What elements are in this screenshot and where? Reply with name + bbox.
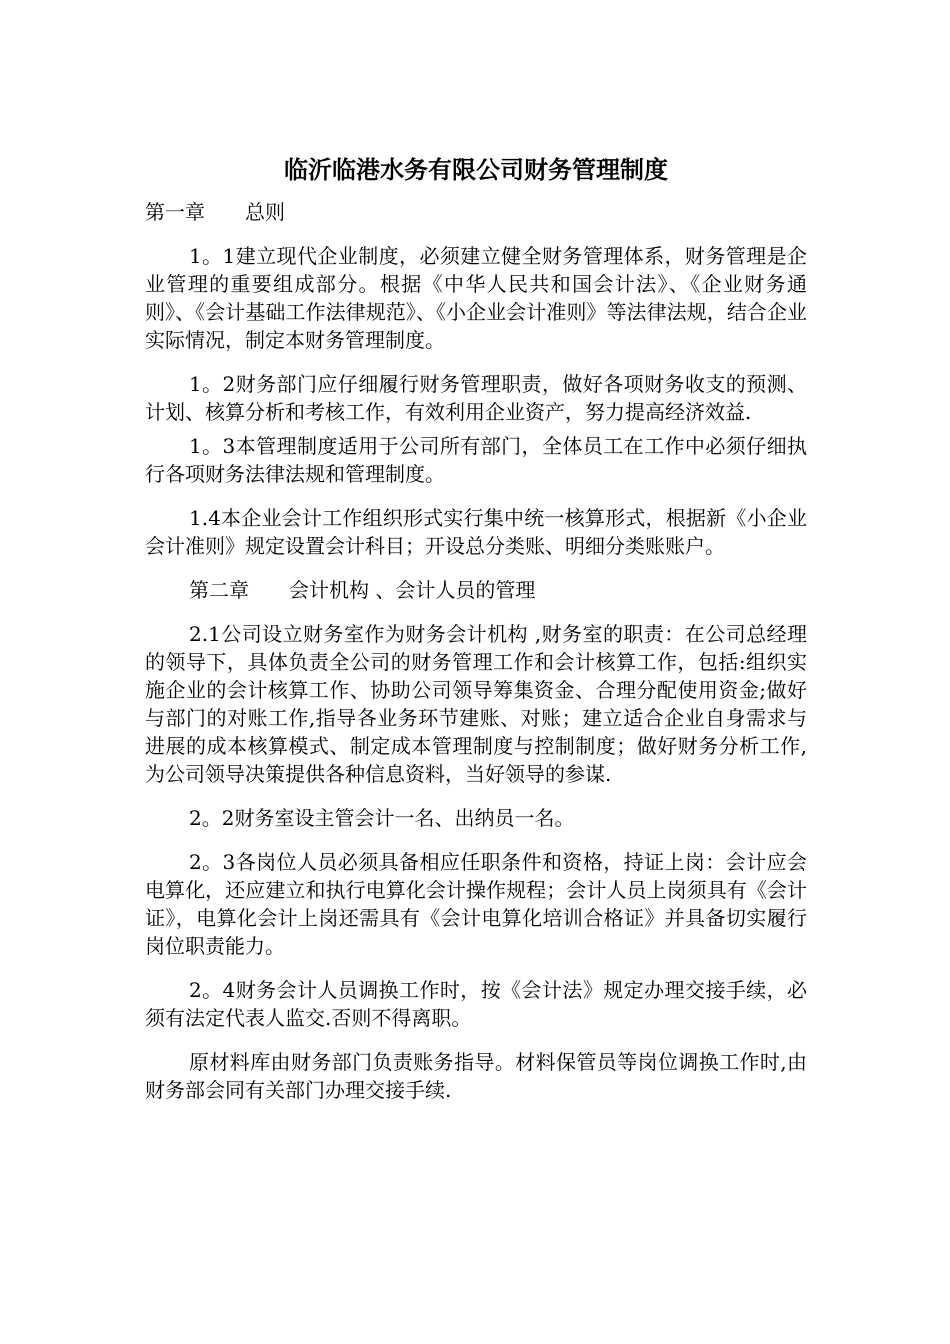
paragraph-1-4: 1.4本企业会计工作组织形式实行集中统一核算形式，根据新《小企业会计准则》规定设置会计科目；开设总分类账、明细分类账账户。 xyxy=(145,506,807,558)
document-title: 临沂临港水务有限公司财务管理制度 xyxy=(284,156,668,184)
document-page xyxy=(145,150,807,1120)
paragraph-2-2: 2。2财务室设主管会计一名、出纳员一名。 xyxy=(189,806,575,830)
paragraph-1-3: 1。3本管理制度适用于公司所有部门，全体员工在工作中必须仔细执行各项财务法律法规和管理制度。 xyxy=(145,434,807,486)
paragraph-2-1: 2.1公司设立财务室作为财务会计机构 ,财务室的职责：在公司总经理的领导下，具体负责全公司的财务管理工作和会计核算工作，包括:组织实施企业的会计核算工作、协助公司领导筹集资金、合理分配使用资金;做好与部门的对账工作,指导各业务环节建账、对账；建立适合企业自身需求与进展的成本核算模式、制定成本管理制度与控制制度；做好财务分析工作,为公司领导决策提供各种信息资料，当好领导的参谋. xyxy=(145,622,807,786)
paragraph-1-1: 1。1建立现代企业制度，必须建立健全财务管理体系，财务管理是企业管理的重要组成部分。根据《中华人民共和国会计法》、《企业财务通则》、《会计基础工作法律规范》、《小企业会计准则》等法律法规，结合企业实际情况，制定本财务管理制度。 xyxy=(145,244,807,352)
paragraph-2-5: 原材料库由财务部门负责账务指导。材料保管员等岗位调换工作时,由财务部会同有关部门办理交接手续. xyxy=(145,1050,807,1102)
paragraph-2-4: 2。4财务会计人员调换工作时，按《会计法》规定办理交接手续，必须有法定代表人监交.否则不得离职。 xyxy=(145,978,807,1030)
paragraph-1-2: 1。2财务部门应仔细履行财务管理职责，做好各项财务收支的预测、计划、核算分析和考核工作，有效利用企业资产，努力提高经济效益. xyxy=(145,372,807,424)
chapter-1-heading: 第一章 总则 xyxy=(145,200,285,224)
chapter-2-heading: 第二章 会计机构 、会计人员的管理 xyxy=(189,578,536,602)
paragraph-2-3: 2。3各岗位人员必须具备相应任职条件和资格，持证上岗：会计应会电算化，还应建立和执行电算化会计操作规程；会计人员上岗须具有《会计证》，电算化会计上岗还需具有《会计电算化培训合格证》并具备切实履行岗位职责能力。 xyxy=(145,850,807,958)
